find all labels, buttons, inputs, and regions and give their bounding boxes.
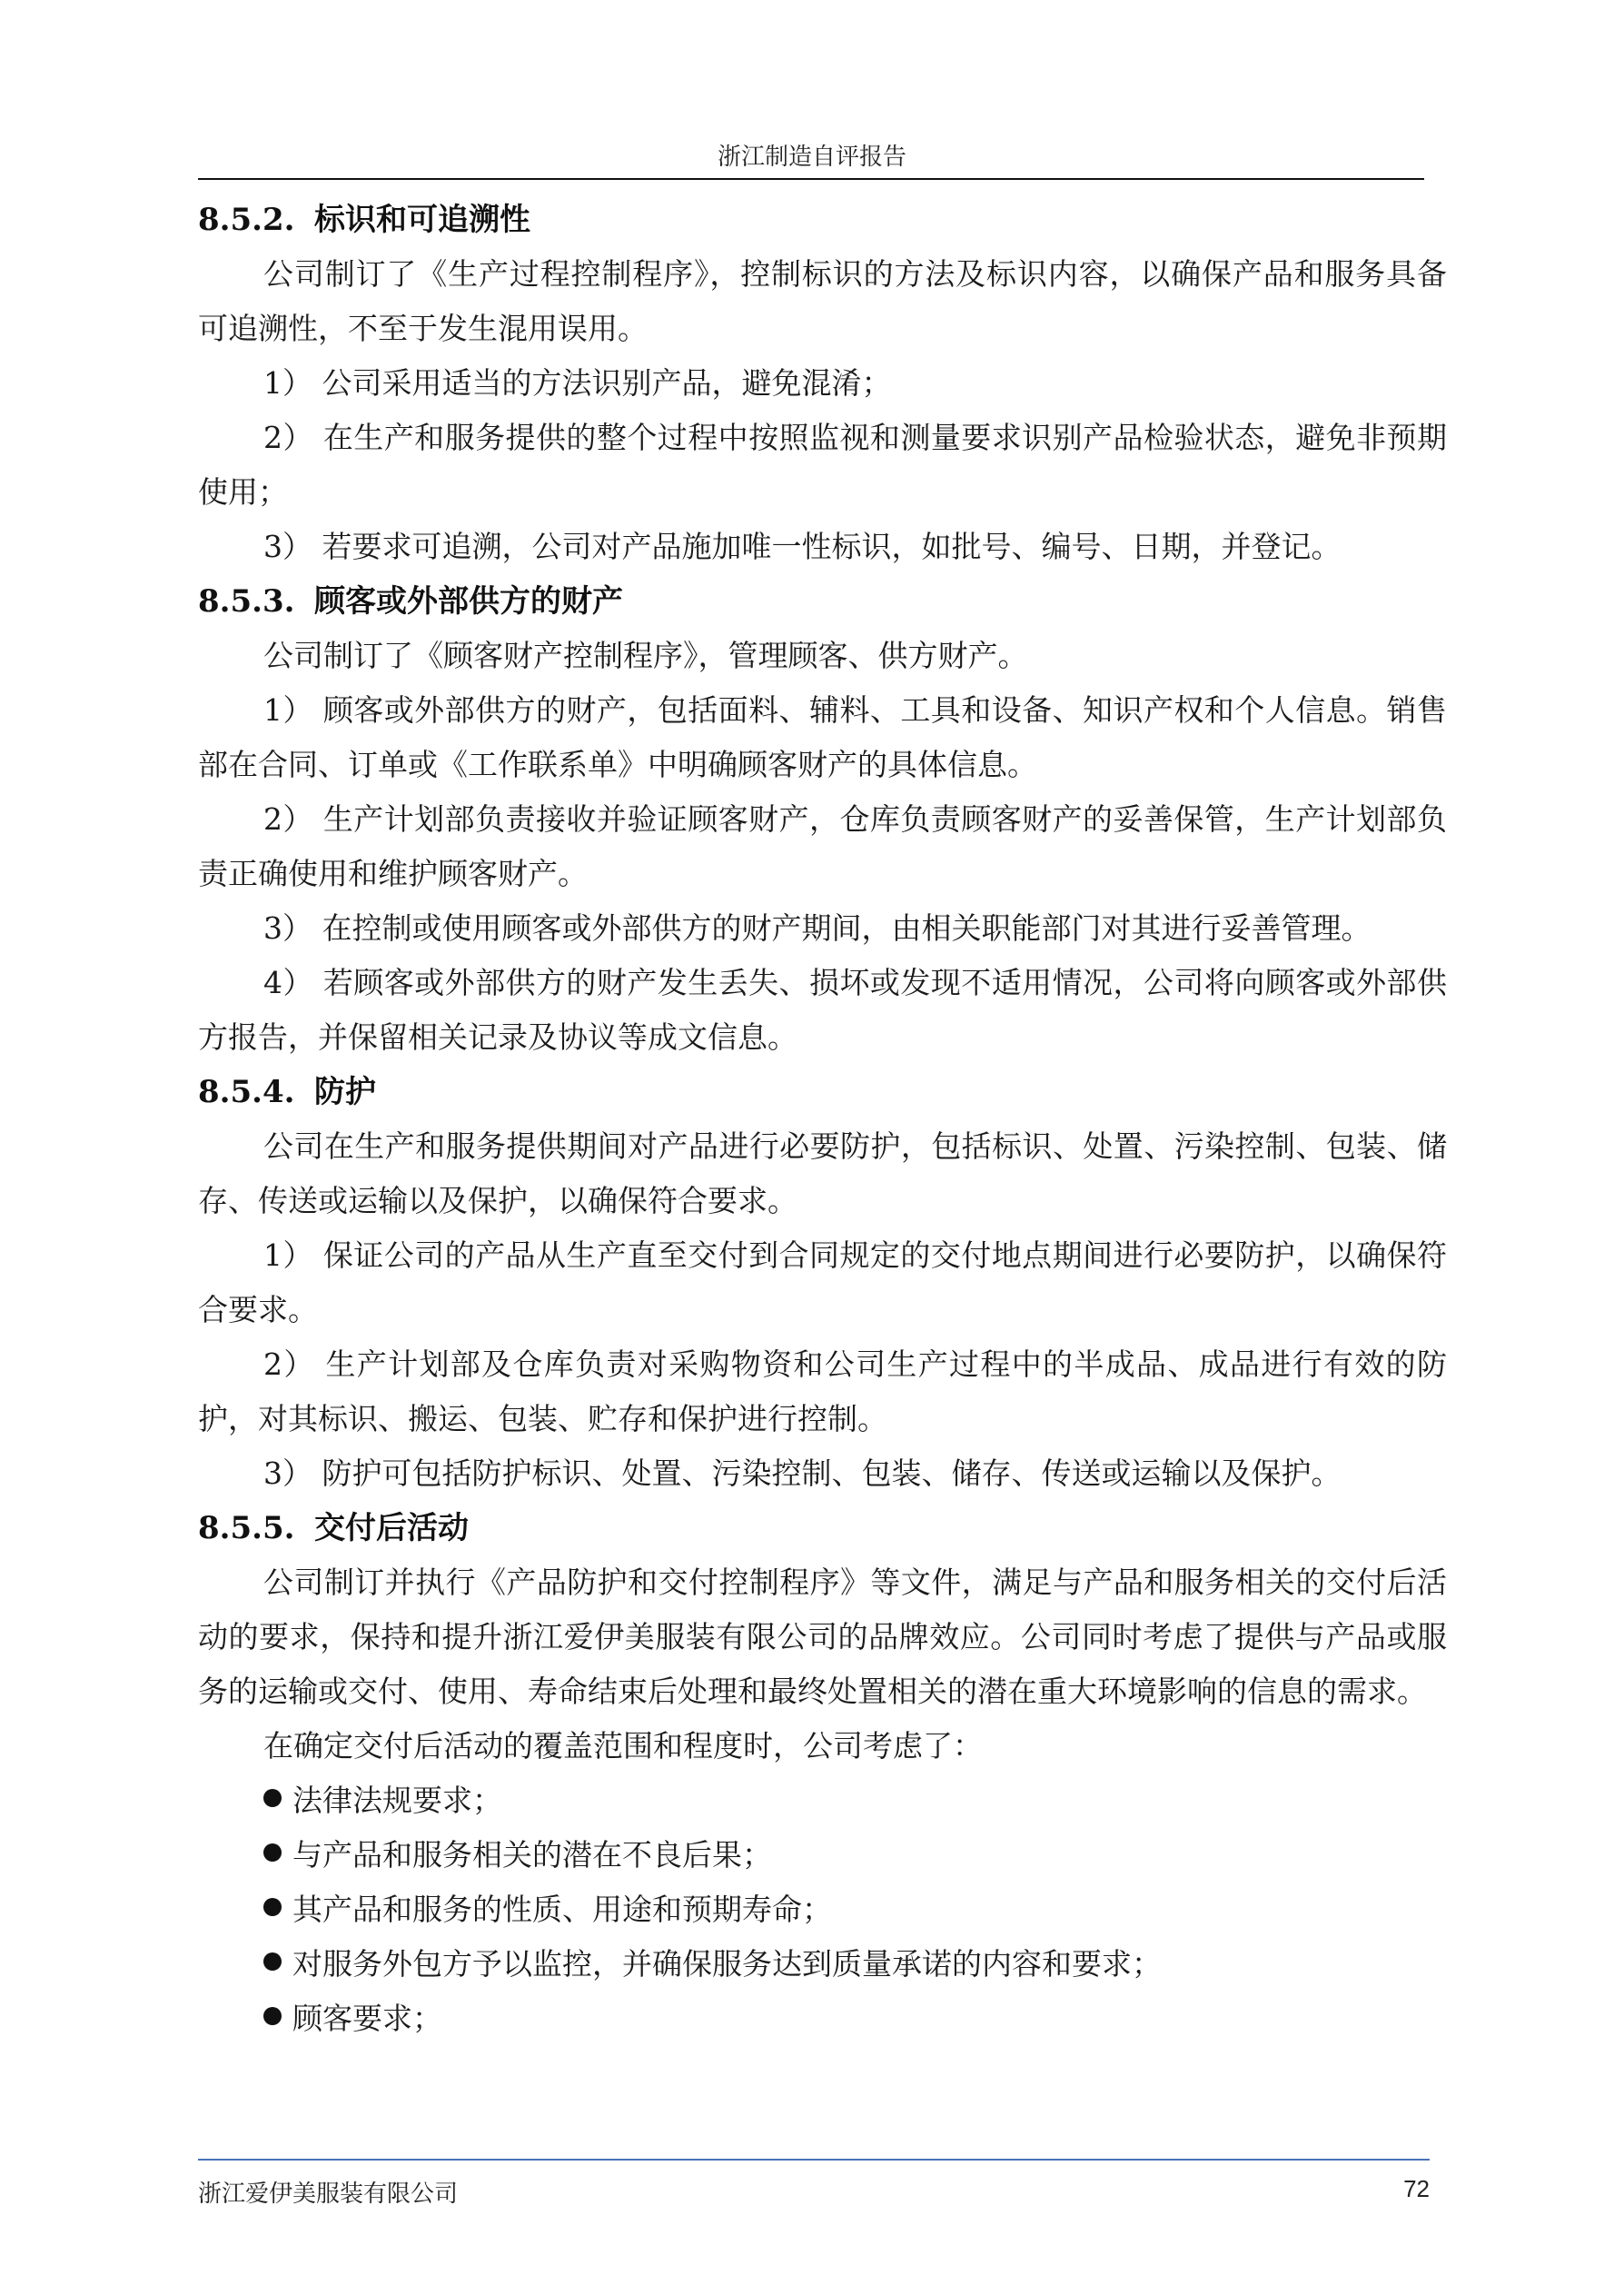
paragraph: 在确定交付后活动的覆盖范围和程度时，公司考虑了： (263, 1728, 983, 1763)
section-title: 标识和可追溯性 (314, 202, 530, 238)
section-heading (198, 574, 1447, 629)
section-title: 交付后活动 (314, 1510, 469, 1546)
list-item: 2） 生产计划部及仓库负责对采购物资和公司生产过程中的半成品、成品进行有效的防护，对其标识、搬运、包装、贮存和保护进行控制。 (198, 1346, 1447, 1436)
section-title: 顾客或外部供方的财产 (314, 583, 623, 620)
bullet-text: 对服务外包方予以监控，并确保服务达到质量承诺的内容和要求； (292, 1946, 1162, 1982)
bullet-item (198, 1773, 1447, 1828)
section-number: 8.5.2. (198, 202, 295, 238)
paragraph: 公司制订了《生产过程控制程序》，控制标识的方法及标识内容，以确保产品和服务具备可追溯性，不至于发生混用误用。 (198, 256, 1447, 346)
list-item: 2） 在生产和服务提供的整个过程中按照监视和测量要求识别产品检验状态，避免非预期使用； (198, 420, 1447, 510)
document-body (198, 193, 1447, 2046)
bullet-item (198, 1992, 1447, 2046)
bullet-item (198, 1828, 1447, 1883)
footer-company: 浙江爱伊美服装有限公司 (198, 2181, 459, 2208)
section-number: 8.5.4. (198, 1074, 295, 1110)
list-item: 1） 保证公司的产品从生产直至交付到合同规定的交付地点期间进行必要防护，以确保符合要求。 (198, 1237, 1447, 1327)
list-item: 3） 若要求可追溯，公司对产品施加唯一性标识，如批号、编号、日期，并登记。 (263, 529, 1342, 564)
paragraph: 公司制订了《顾客财产控制程序》，管理顾客、供方财产。 (263, 638, 1028, 673)
section-title: 防护 (314, 1074, 376, 1110)
section-8-5-3 (198, 574, 1447, 1065)
section-number: 8.5.3. (198, 583, 295, 620)
header-rule (198, 178, 1424, 180)
footer-rule (198, 2159, 1430, 2161)
bullet-item (198, 1937, 1447, 1992)
section-heading (198, 193, 1447, 247)
page-number: 72 (1403, 2175, 1430, 2202)
bullet-text: 其产品和服务的性质、用途和预期寿命； (292, 1892, 832, 1927)
paragraph: 公司制订并执行《产品防护和交付控制程序》等文件，满足与产品和服务相关的交付后活动的要求，保持和提升浙江爱伊美服装有限公司的品牌效应。公司同时考虑了提供与产品或服务的运输或交付、使用、寿命结束后处理和最终处置相关的潜在重大环境影响的信息的需求。 (198, 1565, 1447, 1709)
section-8-5-4 (198, 1065, 1447, 1501)
bullet-dot-icon (263, 2007, 282, 2025)
list-item: 2） 生产计划部负责接收并验证顾客财产，仓库负责顾客财产的妥善保管，生产计划部负责正确使用和维护顾客财产。 (198, 801, 1447, 891)
list-item: 3） 防护可包括防护标识、处置、污染控制、包装、储存、传送或运输以及保护。 (263, 1455, 1342, 1491)
paragraph: 公司在生产和服务提供期间对产品进行必要防护，包括标识、处置、污染控制、包装、储存、传送或运输以及保护，以确保符合要求。 (198, 1128, 1447, 1218)
list-item: 3） 在控制或使用顾客或外部供方的财产期间，由相关职能部门对其进行妥善管理。 (263, 910, 1371, 946)
bullet-dot-icon (263, 1952, 282, 1971)
list-item: 4） 若顾客或外部供方的财产发生丢失、损坏或发现不适用情况，公司将向顾客或外部供方报告，并保留相关记录及协议等成文信息。 (198, 965, 1447, 1055)
list-item: 1） 公司采用适当的方法识别产品，避免混淆； (263, 365, 892, 401)
list-item: 1） 顾客或外部供方的财产，包括面料、辅料、工具和设备、知识产权和个人信息。销售部在合同、订单或《工作联系单》中明确顾客财产的具体信息。 (198, 692, 1447, 782)
bullet-dot-icon (263, 1843, 282, 1862)
section-8-5-2 (198, 193, 1447, 574)
bullet-text: 法律法规要求； (292, 1783, 502, 1818)
bullet-text: 顾客要求； (292, 2001, 442, 2036)
bullet-dot-icon (263, 1898, 282, 1916)
section-heading (198, 1501, 1447, 1555)
section-number: 8.5.5. (198, 1510, 295, 1546)
bullet-item (198, 1883, 1447, 1937)
section-8-5-5 (198, 1501, 1447, 2046)
bullet-text: 与产品和服务相关的潜在不良后果； (292, 1837, 772, 1873)
header-title: 浙江制造自评报告 (717, 144, 906, 171)
section-heading (198, 1065, 1447, 1119)
bullet-dot-icon (263, 1789, 282, 1807)
